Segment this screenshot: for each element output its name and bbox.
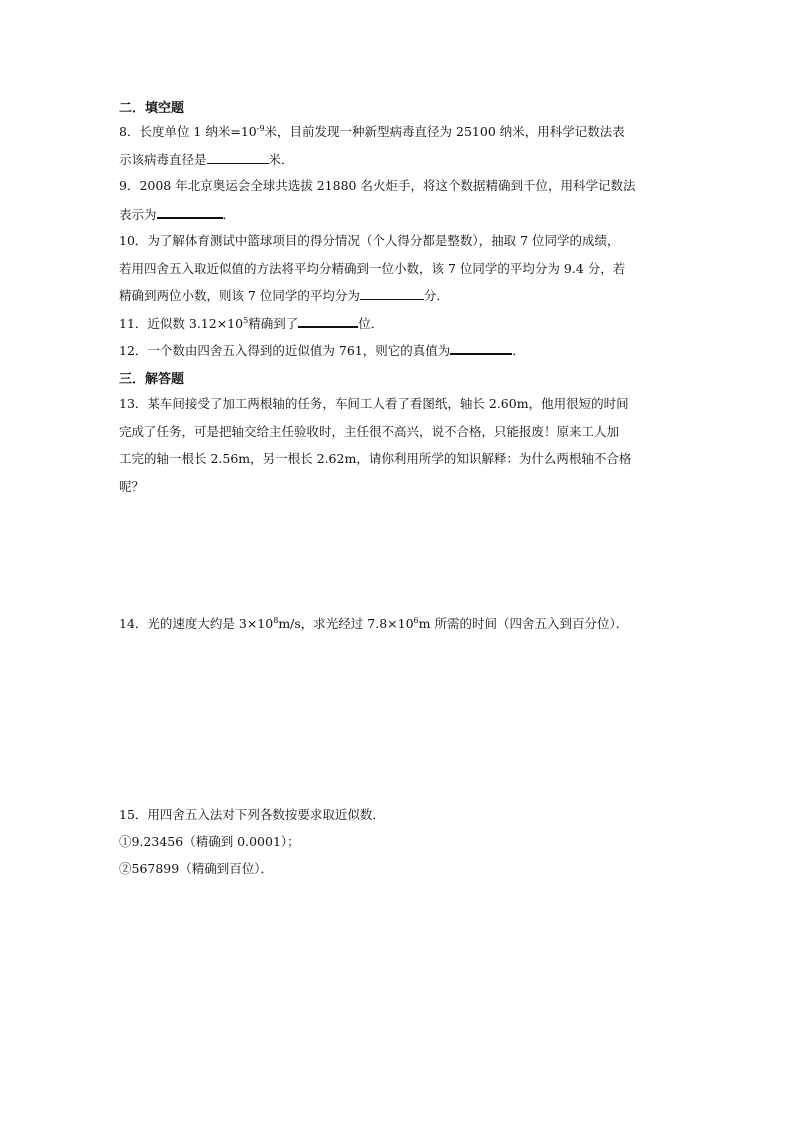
question-15-item-2: ②567899（精确到百位）．	[119, 861, 273, 876]
question-8-line-1	[119, 123, 625, 141]
question-14	[119, 615, 628, 633]
q8-text-a: 8．长度单位 1 纳米=10	[119, 124, 257, 139]
q8-answer-blank[interactable]	[207, 151, 269, 164]
section-title-fill-in: 二．填空题	[119, 101, 185, 116]
question-13-line-3: 工完的轴一根长 2.56m，另一根长 2.62m，请你利用所学的知识解释：为什么两根轴不合格	[119, 451, 632, 466]
q12-answer-blank[interactable]	[450, 341, 512, 355]
q11-text-c: 位．	[358, 316, 384, 331]
q8-text-c: 示该病毒直径是	[119, 152, 207, 167]
question-15-item-1: ①9.23456（精确到 0.0001）；	[119, 834, 300, 849]
question-13-line-4: 呢？	[119, 479, 145, 494]
question-13-line-2: 完成了任务，可是把轴交给主任验收时，主任很不高兴，说不合格，只能报废！原来工人加	[119, 424, 620, 439]
question-8-line-2	[119, 151, 294, 169]
question-10-line-2: 若用四舍五入取近似值的方法将平均分精确到一位小数，该 7 位同学的平均分为 9.4 分，若	[119, 261, 626, 276]
q14-text-a: 14．光的速度大约是 3×10	[119, 616, 274, 631]
question-11	[119, 314, 383, 333]
q14-exponent-2: 6	[413, 616, 419, 625]
question-13-line-1: 13．某车间接受了加工两根轴的任务，车间工人看了看图纸，轴长 2.60m，他用很短的时间	[119, 396, 629, 411]
q10-text-a: 精确到两位小数，则该 7 位同学的平均分为	[119, 288, 360, 303]
q9-text-b: ．	[222, 207, 236, 222]
question-10-line-1: 10．为了解体育测试中篮球项目的得分情况（个人得分都是整数），抽取 7 位同学的成绩，	[119, 233, 620, 248]
question-9-line-1: 9．2008 年北京奥运会全球共选拔 21880 名火炬手，将这个数据精确到千位，用科学记数法	[119, 178, 636, 193]
q12-text-a: 12．一个数由四舍五入得到的近似值为 761，则它的真值为	[119, 343, 451, 358]
question-10-line-3	[119, 287, 449, 305]
q11-text-a: 11．近似数 3.12×10	[119, 316, 244, 331]
q11-text-b: 精确到了	[248, 316, 299, 331]
q14-exponent-1: 8	[273, 616, 279, 625]
section-title-solve: 三．解答题	[119, 372, 185, 387]
question-12	[119, 341, 525, 360]
q14-text-b: m/s，求光经过 7.8×10	[278, 616, 414, 631]
q9-answer-blank[interactable]	[157, 205, 223, 219]
q10-text-b: 分．	[423, 288, 449, 303]
q11-answer-blank[interactable]	[298, 314, 358, 328]
q8-exponent: -9	[256, 124, 265, 133]
q10-answer-blank[interactable]	[360, 287, 424, 300]
q8-text-d: 米．	[268, 152, 294, 167]
question-15-line-1: 15．用四舍五入法对下列各数按要求取近似数．	[119, 807, 385, 822]
q12-text-b: ．	[512, 343, 525, 358]
q14-text-c: m 所需的时间（四舍五入到百分位）．	[418, 616, 629, 631]
q8-text-b: 米，目前发现一种新型病毒直径为 25100 纳米，用科学记数法表	[264, 124, 625, 139]
q9-text-a: 表示为	[119, 207, 157, 222]
q11-exponent: 5	[243, 316, 249, 325]
question-9-line-2	[119, 205, 235, 224]
